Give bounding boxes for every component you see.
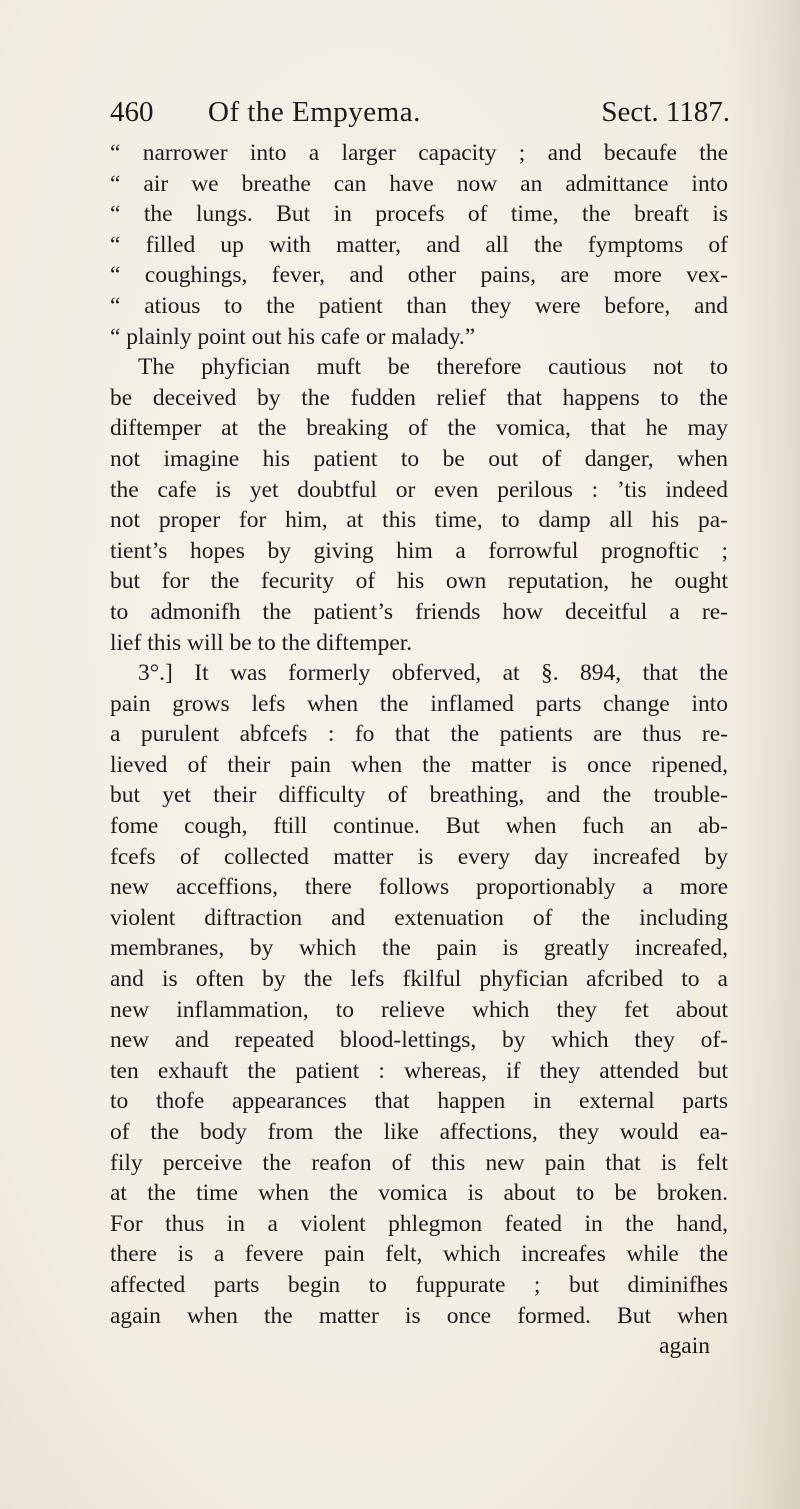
text-line: violent diftraction and extenuation of the including [110,904,728,931]
text-line: membranes, by which the pain is greatly increafed, [110,935,728,962]
text-line: “ plainly point out his cafe or malady.” [110,323,476,350]
text-line: pain grows lefs when the inflamed parts change into [110,690,728,717]
text-line: lief this will be to the diftemper. [110,629,413,656]
text-line: diftemper at the breaking of the vomica, that he may [110,415,728,442]
text-line: to thofe appearances that happen in external parts [110,1088,728,1115]
text-line: and is often by the lefs fkilful phyfician afcribed to a [110,966,728,993]
text-line: lieved of their pain when the matter is once ripened, [110,751,728,778]
text-line: a purulent abfcefs : fo that the patients are thus re- [110,721,728,748]
text-line: “ narrower into a larger capacity ; and becaufe the [110,140,728,166]
text-line: to admonifh the patient’s friends how deceitful a re- [110,598,728,625]
text-line: fome cough, ftill continue. But when fuch an ab- [110,813,728,840]
text-line: “ atious to the patient than they were before, and [110,292,728,319]
text-line: ten exhauft the patient : whereas, if they attended but [110,1057,728,1084]
text-line: “ air we breathe can have now an admittance into [110,170,728,197]
text-line: at the time when the vomica is about to be broken. [110,1180,728,1207]
text-line: be deceived by the fudden relief that happens to the [110,384,728,411]
text-line: there is a fevere pain felt, which increafes while the [110,1241,728,1268]
text-line: not proper for him, at this time, to damp all his pa- [110,507,728,534]
body-text [110,138,728,1362]
text-line: not imagine his patient to be out of danger, when [110,445,728,472]
text-line: fcefs of collected matter is every day increafed by [110,843,728,870]
text-line: the cafe is yet doubtful or even perilous : ’tis indeed [110,476,728,503]
text-line: new and repeated blood-lettings, by which they of- [110,1027,728,1054]
catchword: again [659,1333,710,1360]
running-head: Of the Empyema. [208,96,421,128]
text-line: of the body from the like affections, they would ea- [110,1119,728,1145]
page-number: 460 [110,96,154,128]
text-line: but yet their difficulty of breathing, and the trouble- [110,782,728,809]
text-line: affected parts begin to fuppurate ; but diminifhes [110,1271,728,1298]
text-line: The phyfician muft be therefore cautious not to [138,354,728,381]
text-line: but for the fecurity of his own reputation, he ought [110,568,728,595]
text-line: fily perceive the reafon of this new pain that is felt [110,1149,728,1176]
text-line: new inflammation, to relieve which they fet about [110,996,728,1023]
text-line: “ filled up with matter, and all the fymptoms of [110,231,728,258]
section-number: Sect. 1187. [601,96,730,128]
text-line: “ the lungs. But in procefs of time, the breaft is [110,201,728,228]
page-header [110,96,730,136]
text-line: For thus in a violent phlegmon feated in the hand, [110,1210,728,1237]
text-line: new acceffions, there follows proportionably a more [110,874,728,901]
text-line: 3°.] It was formerly obferved, at §. 894, that the [138,660,728,687]
text-line: “ coughings, fever, and other pains, are more vex- [110,262,728,289]
text-line: again when the matter is once formed. But when [110,1302,728,1329]
page-edge-shadow [730,0,800,1509]
text-line: tient’s hopes by giving him a forrowful prognoftic ; [110,537,728,564]
